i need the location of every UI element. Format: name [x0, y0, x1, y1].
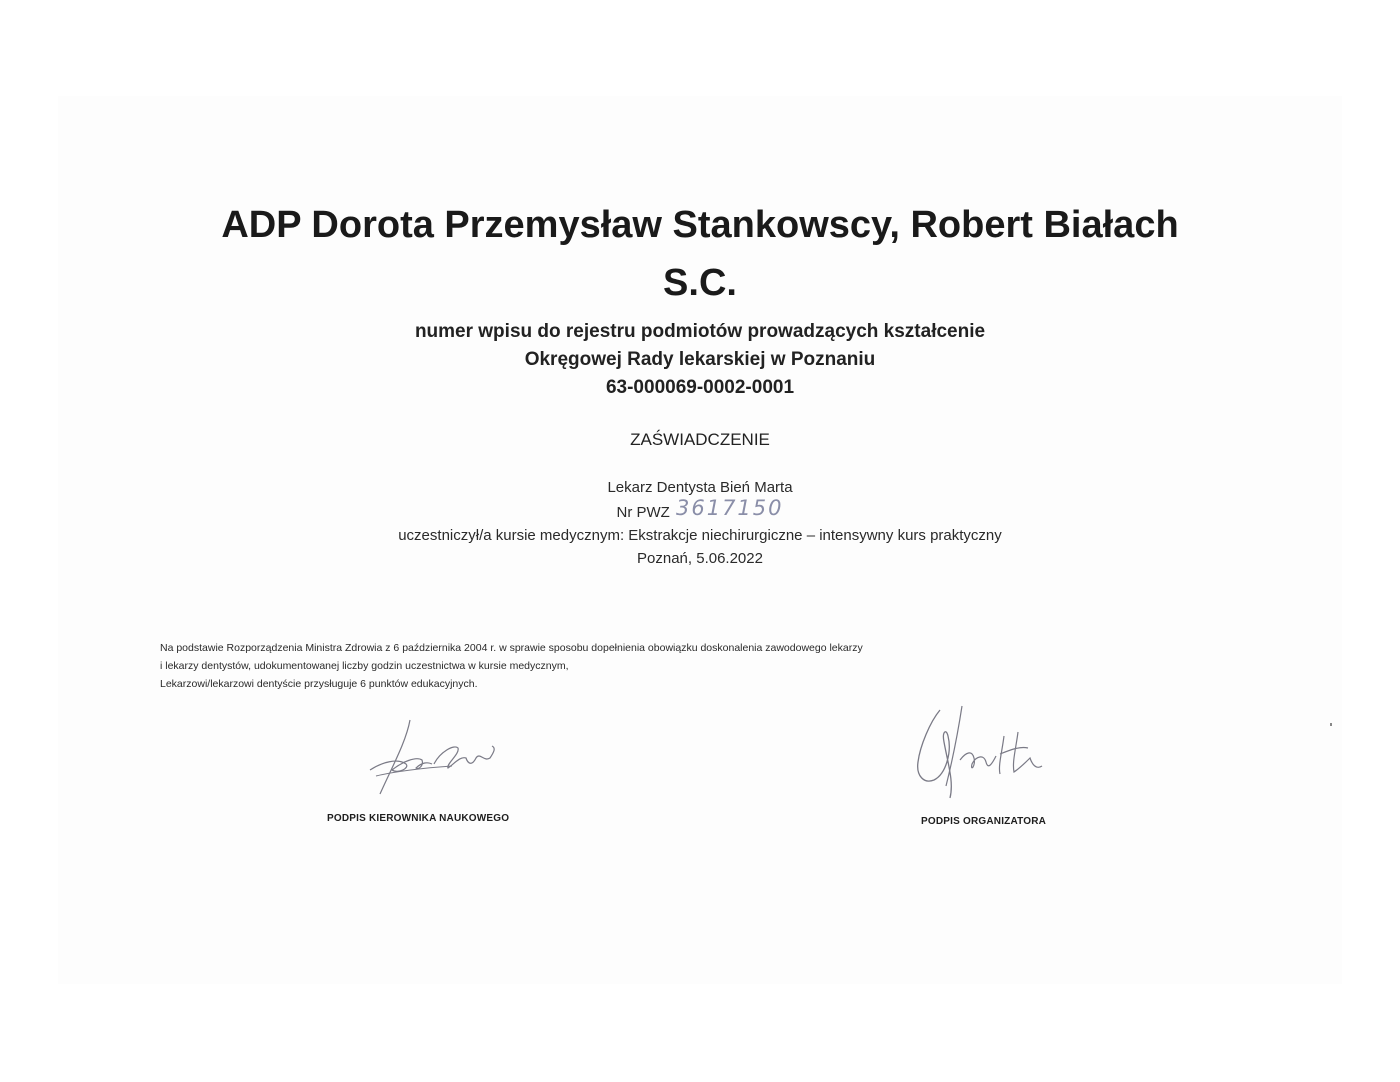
recipient-line: Lekarz Dentysta Bień Marta [607, 479, 793, 496]
registry-line1: numer wpisu do rejestru podmiotów prowadzących kształcenie [414, 321, 986, 342]
legal-note-line1: Na podstawie Rozporządzenia Ministra Zdrowia z 6 października 2004 r. w sprawie sposobu dopełnienia obowiązku doskonalenia zawodowego lekarzy [160, 642, 863, 654]
legal-note-line2: i lekarzy dentystów, udokumentowanej liczby godzin uczestnictwa w kursie medycznym, [160, 660, 569, 672]
certificate-body [0, 476, 1400, 570]
scan-speck [1330, 723, 1332, 726]
place-date: Poznań, 5.06.2022 [637, 550, 763, 567]
organizer-name-line2: S.C. [663, 262, 737, 304]
certificate-title: ZAŚWIADCZENIE [630, 430, 770, 449]
scientific-director-signature [362, 712, 502, 804]
pwz-handwritten-number: 3617150 [675, 496, 784, 520]
legal-note [160, 639, 1060, 693]
registry-line2: Okręgowej Rady lekarskiej w Poznaniu [524, 349, 876, 370]
organizer-signature [900, 702, 1056, 806]
registry-number: 63-000069-0002-0001 [605, 377, 795, 398]
organizer-signature-label: PODPIS ORGANIZATORA [921, 816, 1047, 827]
scientific-director-signature-label: PODPIS KIEROWNIKA NAUKOWEGO [327, 813, 510, 824]
registry-block [0, 318, 1400, 402]
pwz-label: Nr PWZ [616, 504, 670, 521]
organizer-name-line1: ADP Dorota Przemysław Stankowscy, Robert Białach [221, 204, 1179, 246]
legal-note-line3: Lekarzowi/lekarzowi dentyście przysługuje 6 punktów edukacyjnych. [160, 678, 478, 690]
organizer-name [0, 196, 1400, 312]
pwz-line [0, 496, 1400, 524]
course-line: uczestniczył/a kursie medycznym: Ekstrakcje niechirurgiczne – intensywny kurs praktyczny [398, 527, 1002, 544]
